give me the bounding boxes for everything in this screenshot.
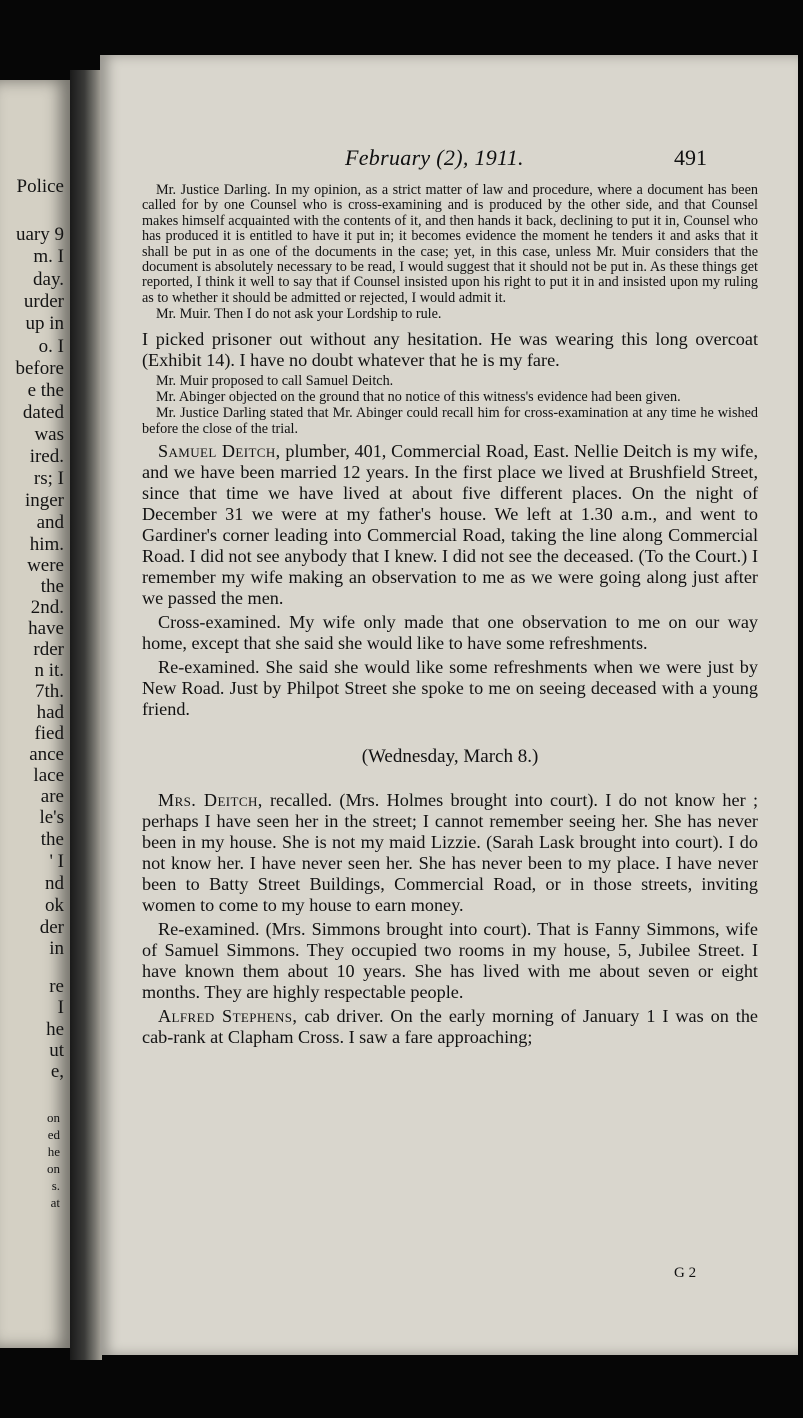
left-fragment: rder [33,639,64,660]
re-examination-paragraph: Re-examined. She said she would like some refreshments when we were just by New Road. Just by Philpot Street she spoke to me on seeing deceased with a young friend. [142,657,758,720]
paragraph-text: plumber, 401, Commercial Road, East. Nellie Deitch is my wife, and we have been married 12 years. In the first place we lived at Brushfield Street, since that time we have lived at about five different places. On the night of December 31 we were at my father's house. We left at 1.30 a.m., and went to Gardiner's corner leading into Commercial Road, taking the line along Commercial Road. I did not see anybody that I knew. I did not see the deceased. (To the Court.) I remember my wife making an observation to me as we were going along just after we passed the men. [142,441,759,609]
witness-name: Mrs. Deitch, [158,790,263,811]
testimony-paragraph [142,1006,758,1048]
left-fragment: ut [49,1040,64,1061]
left-fragment: uary 9 [15,224,64,245]
left-fragment: e, [50,1061,64,1082]
left-fragment: e the [27,380,64,401]
left-fragment: have [28,618,64,639]
page-text [142,183,758,1051]
left-fragment: urder [23,291,64,312]
left-fragment: at [50,1195,60,1210]
left-fragment: he [46,1019,64,1040]
testimony-paragraph [142,441,758,609]
left-fragment: n it. [34,660,64,681]
witness-name: Alfred Stephens, [158,1006,298,1027]
left-fragment: up in [25,313,64,334]
running-head: February (2), 1911. [345,145,524,170]
left-fragment: s. [51,1178,60,1193]
testimony-paragraph [142,790,758,916]
left-fragment: had [36,702,64,723]
left-fragment: fied [34,723,64,744]
left-fragment: rs; I [33,468,64,489]
left-fragment: o. I [38,336,64,357]
left-fragment: ired. [29,446,64,467]
judge-ruling-paragraph [142,183,758,306]
left-fragment: m. I [33,246,64,267]
left-fragment: nd [45,873,64,894]
left-fragment: in [49,938,64,959]
left-fragment: are [40,786,64,807]
paragraph-text: Then I do not ask your Lordship to rule. [214,306,442,323]
left-fragment: were [27,555,64,576]
speaker-label: Mr. Muir. [156,306,211,323]
witness-name: Samuel Deitch, [158,441,281,462]
page-number: 491 [674,145,707,170]
left-fragment: I [57,997,64,1018]
testimony-paragraph: I picked prisoner out without any hesitation. He was wearing this long overcoat (Exhibit 14). I have no doubt whatever that he is my fare. [142,328,758,370]
signature-mark: G 2 [674,1265,697,1281]
procedural-note: Mr. Justice Darling stated that Mr. Abinger could recall him for cross-examination at any time he wished before the close of the trial. [142,405,758,437]
left-fragment: day. [33,269,64,290]
re-examination-paragraph: Re-examined. (Mrs. Simmons brought into court). That is Fanny Simmons, wife of Samuel Simmons. They occupied two rooms in my house, 5, Jubilee Street. I have known them about 10 years. She has lived with me about seven or eight months. They are highly respectable people. [142,919,758,1003]
left-fragment: he [47,1144,60,1159]
date-heading: (Wednesday, March 8.) [361,746,539,768]
left-fragment: ance [29,744,64,765]
page-header [100,145,798,175]
left-fragment: ' I [49,851,64,872]
left-fragment: on [47,1110,60,1125]
left-fragment: the [40,829,64,850]
left-fragment: der [39,917,64,938]
left-page-edge [0,80,70,1348]
left-fragment: 2nd. [30,597,64,618]
paragraph-text: cab driver. On the early morning of January 1 I was on the cab-rank at Clapham Cross. I saw a fare approaching; [142,1006,758,1048]
left-fragment: dated [22,402,64,423]
left-fragment: ok [45,895,64,916]
procedural-note: Mr. Muir proposed to call Samuel Deitch. [156,372,394,389]
counsel-reply-paragraph [142,307,758,322]
left-fragment: the [40,576,64,597]
left-fragment: lace [33,765,64,786]
cross-examination-paragraph: Cross-examined. My wife only made that one observation to me on our way home, except that she said she would like to have some refreshments. [142,612,758,654]
main-page [100,55,798,1355]
speaker-label: Mr. Justice Darling. [156,182,271,198]
left-fragment: Police [16,176,64,197]
left-fragment: before [15,358,64,379]
left-fragment: him. [29,534,64,555]
left-fragment: 7th. [34,681,64,702]
left-fragment: was [34,424,64,445]
book-gutter [70,70,102,1360]
paragraph-text: In my opinion, as a strict matter of law and procedure, where a document has been called for by one Counsel who is cross-examining and is produced by the other side, and that Counsel makes himself acquainted with the contents of it, and then hands it back, declining to put it in, Counsel who has produced it is entitled to have it put in; it becomes evidence the moment he tenders it and asks that it shall be put in as one of the documents in the case; yet, in this case, unless Mr. Muir considers that the document is absolutely necessary to be read, I would suggest that it should not be put in. As these things get reported, I think it well to say that if Counsel insisted upon his right to put it in and insisted upon my ruling as to whether it should be admitted or rejected, I would admit it. [142,182,758,306]
paragraph-text: recalled. (Mrs. Holmes brought into court). I do not know her ; perhaps I have seen her in the street; I cannot remember seeing her. She has never been in my house. She is not my maid Lizzie. (Sarah Lask brought into court). I do not know her. I have never seen her. She has never been to my place. I have never been to Batty Street Buildings, Commercial Road, or in those streets, inviting women to come to my house to earn money. [142,790,759,916]
left-fragment: on [47,1161,60,1176]
procedural-note: Mr. Abinger objected on the ground that no notice of this witness's evidence had been given. [156,389,681,406]
left-fragment: ed [47,1127,60,1142]
left-fragment: inger [24,490,64,511]
left-fragment: le's [39,807,64,828]
left-fragment: and [36,512,64,533]
left-fragment: re [49,976,64,997]
